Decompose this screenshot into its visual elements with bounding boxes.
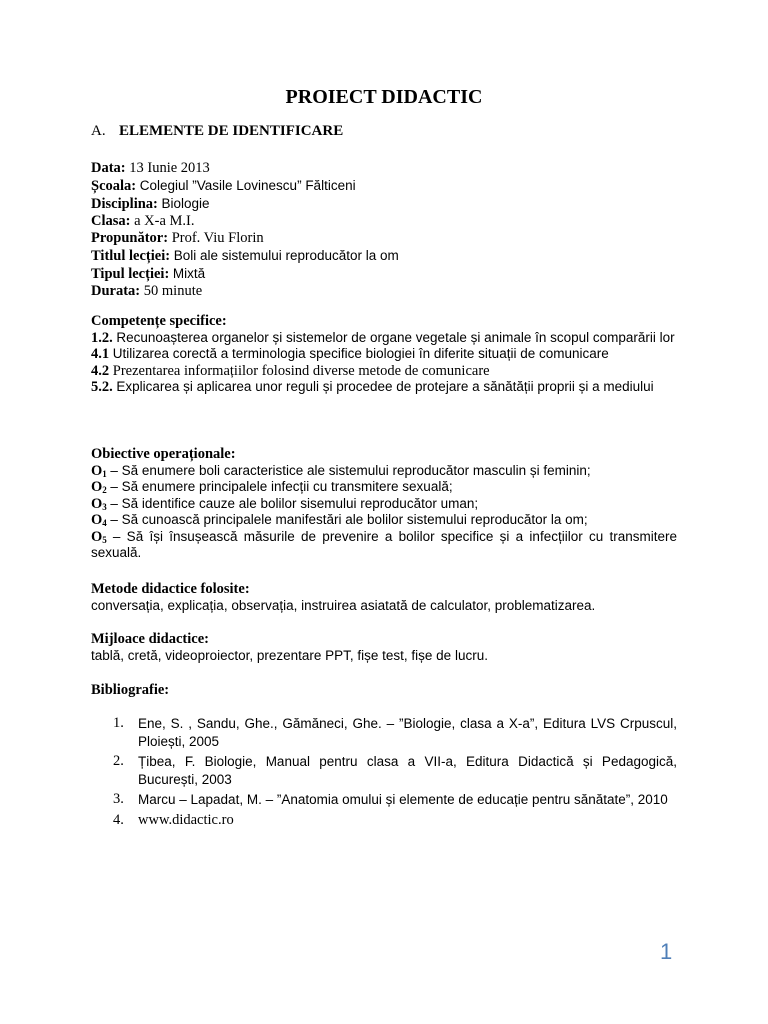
competenta-code: 4.1 (91, 346, 110, 362)
ident-value: Biologie (161, 196, 210, 211)
ident-row-disciplina (91, 195, 399, 213)
competenta-code: 1.2. (91, 329, 113, 346)
ident-label: Tipul lecției: (91, 266, 170, 282)
obiectiv-code: $O_4$ (91, 512, 107, 528)
obiectiv-text: – Să enumere principalele infecții cu transmitere sexuală; (110, 479, 453, 494)
obiectiv-item (91, 496, 677, 513)
ident-row-clasa (91, 213, 399, 230)
bibliografie-section (91, 682, 677, 699)
ident-row-tip (91, 265, 399, 283)
ident-row-scoala (91, 177, 399, 195)
document-title: PROIECT DIDACTIC (285, 86, 483, 108)
ident-value: Mixtă (172, 266, 206, 281)
competente-section (91, 313, 677, 396)
obiectiv-text: – Să enumere boli caracteristice ale sistemului reproducător masculin și feminin; (110, 462, 591, 478)
bib-text: Marcu – Lapadat, M. – ”Anatomia omului și elemente de educație pentru sănătate”, 2010 (138, 792, 668, 807)
ident-label: Data: (91, 160, 126, 176)
obiectiv-code: $O_2$ (91, 479, 107, 495)
ident-label: Durata: (91, 283, 141, 299)
bib-number: 2. (113, 753, 124, 769)
competenta-code: 4.2 (91, 362, 110, 379)
section-letter: A. (91, 123, 106, 139)
competenta-item (91, 363, 677, 380)
mijloace-section (91, 631, 677, 664)
obiectiv-code: $O_1$ (91, 462, 107, 479)
ident-row-data (91, 160, 399, 177)
competenta-item (91, 379, 677, 396)
obiectiv-text: – Să identifice cauze ale bolilor sisemului reproducător uman; (110, 495, 479, 511)
obiectiv-item (91, 479, 677, 496)
ident-value: Boli ale sistemului reproducător la om (173, 248, 399, 263)
ident-value: Colegiul ”Vasile Lovinescu” Fălticeni (139, 178, 356, 193)
bib-item (113, 791, 677, 809)
competenta-text: Prezentarea informațiilor folosind diverse metode de comunicare (112, 362, 490, 379)
obiectiv-item (91, 512, 677, 529)
metode-section (91, 581, 677, 614)
obiective-heading: Obiective operaționale: (91, 446, 236, 462)
competenta-item (91, 330, 677, 347)
page-number: 1 (660, 939, 673, 964)
identification-list (91, 160, 399, 300)
obiectiv-code: $O_5$ (91, 528, 107, 545)
bib-number: 4. (113, 811, 124, 828)
ident-label: Disciplina: (91, 196, 158, 212)
metode-heading: Metode didactice folosite: (91, 581, 250, 597)
section-a-heading (91, 123, 343, 140)
ident-value: Prof. Viu Florin (171, 230, 264, 246)
section-title: ELEMENTE DE IDENTIFICARE (119, 123, 344, 139)
ident-label: Propunător: (91, 230, 169, 246)
bib-number: 3. (113, 791, 124, 807)
bib-item (113, 715, 677, 750)
competenta-item (91, 346, 677, 363)
ident-value: 50 minute (143, 283, 203, 299)
bib-item (113, 753, 677, 788)
competenta-code: 5.2. (91, 379, 113, 395)
mijloace-text: tablă, cretă, videoproiector, prezentare PPT, fișe test, fișe de lucru. (91, 647, 488, 663)
bib-number: 1. (113, 715, 124, 731)
bib-text: Țibea, F. Biologie, Manual pentru clasa a VII-a, Editura Didactică și Pedagogică, București, 2003 (138, 754, 677, 787)
bibliografie-heading: Bibliografie: (91, 682, 170, 698)
ident-value: a X-a M.I. (134, 213, 195, 229)
competenta-text: Explicarea și aplicarea unor reguli și procedee de protejare a sănătății proprii și a mediului (116, 379, 654, 394)
obiective-section (91, 446, 677, 562)
ident-row-propunator (91, 230, 399, 247)
ident-label: Școala: (91, 178, 137, 194)
obiectiv-item (91, 463, 677, 480)
obiectiv-code: $O_3$ (91, 495, 107, 512)
ident-row-durata (91, 283, 399, 300)
obiectiv-text: – Să își însușească măsurile de prevenire a bolilor specifice și a infecțiilor cu transmitere sexuală. (91, 528, 677, 560)
bibliografie-list (113, 715, 677, 832)
ident-row-titlu (91, 247, 399, 265)
ident-value: 13 Iunie 2013 (129, 160, 210, 176)
bib-text: Ene, S. , Sandu, Ghe., Gămăneci, Ghe. – ”Biologie, clasa a X-a”, Editura LVS Crpuscul, Ploiești, 2005 (138, 716, 677, 749)
bib-item (113, 812, 677, 830)
bib-link[interactable]: www.didactic.ro (138, 811, 234, 828)
competente-heading: Competențe specifice: (91, 313, 227, 329)
ident-label: Titlul lecției: (91, 248, 171, 264)
obiectiv-item (91, 529, 677, 562)
competenta-text: Utilizarea corectă a terminologia specifice biologiei în diferite situații de comunicare (112, 346, 609, 361)
metode-text: conversația, explicația, observația, instruirea asiatată de calculator, problematizarea. (91, 597, 596, 613)
obiectiv-text: – Să cunoască principalele manifestări ale bolilor sistemului reproducător la om; (110, 512, 588, 527)
ident-label: Clasa: (91, 213, 131, 229)
competenta-text: Recunoașterea organelor și sistemelor de organe vegetale și animale în scopul comparării lor (116, 329, 675, 345)
mijloace-heading: Mijloace didactice: (91, 631, 209, 647)
